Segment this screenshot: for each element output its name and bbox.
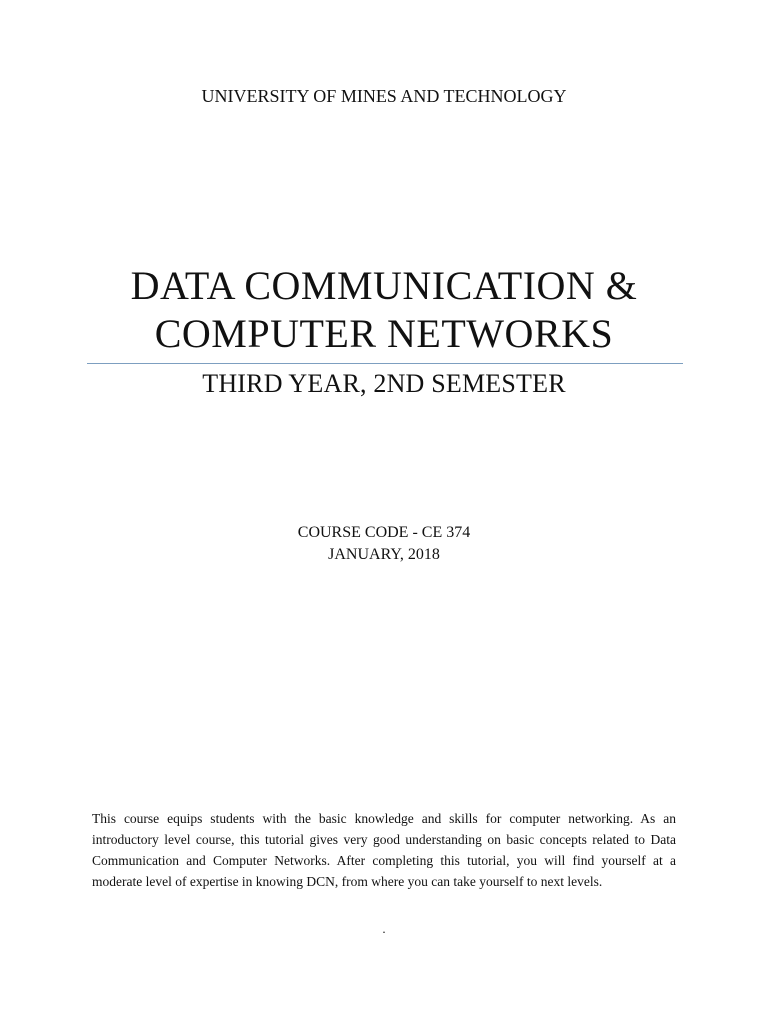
title-divider: [87, 363, 683, 364]
document-title: [0, 262, 768, 358]
document-subtitle: THIRD YEAR, 2ND SEMESTER: [202, 369, 566, 398]
course-code: COURSE CODE - CE 374: [297, 524, 471, 541]
document-date: JANUARY, 2018: [328, 546, 440, 563]
title-line-2: COMPUTER NETWORKS: [154, 311, 614, 356]
university-name: UNIVERSITY OF MINES AND TECHNOLOGY: [201, 86, 567, 106]
course-description: This course equips students with the basic knowledge and skills for computer networking. As an introductory level course, this tutorial gives very good understanding on basic concepts related to Data Communication and Computer Networks. After completing this tutorial, you will find yourself at a moderate level of expertise in knowing DCN, from where you can take yourself to next levels.: [92, 811, 676, 889]
course-info: [0, 522, 768, 566]
footer-mark: .: [382, 921, 386, 936]
title-line-1: DATA COMMUNICATION &: [130, 263, 638, 308]
